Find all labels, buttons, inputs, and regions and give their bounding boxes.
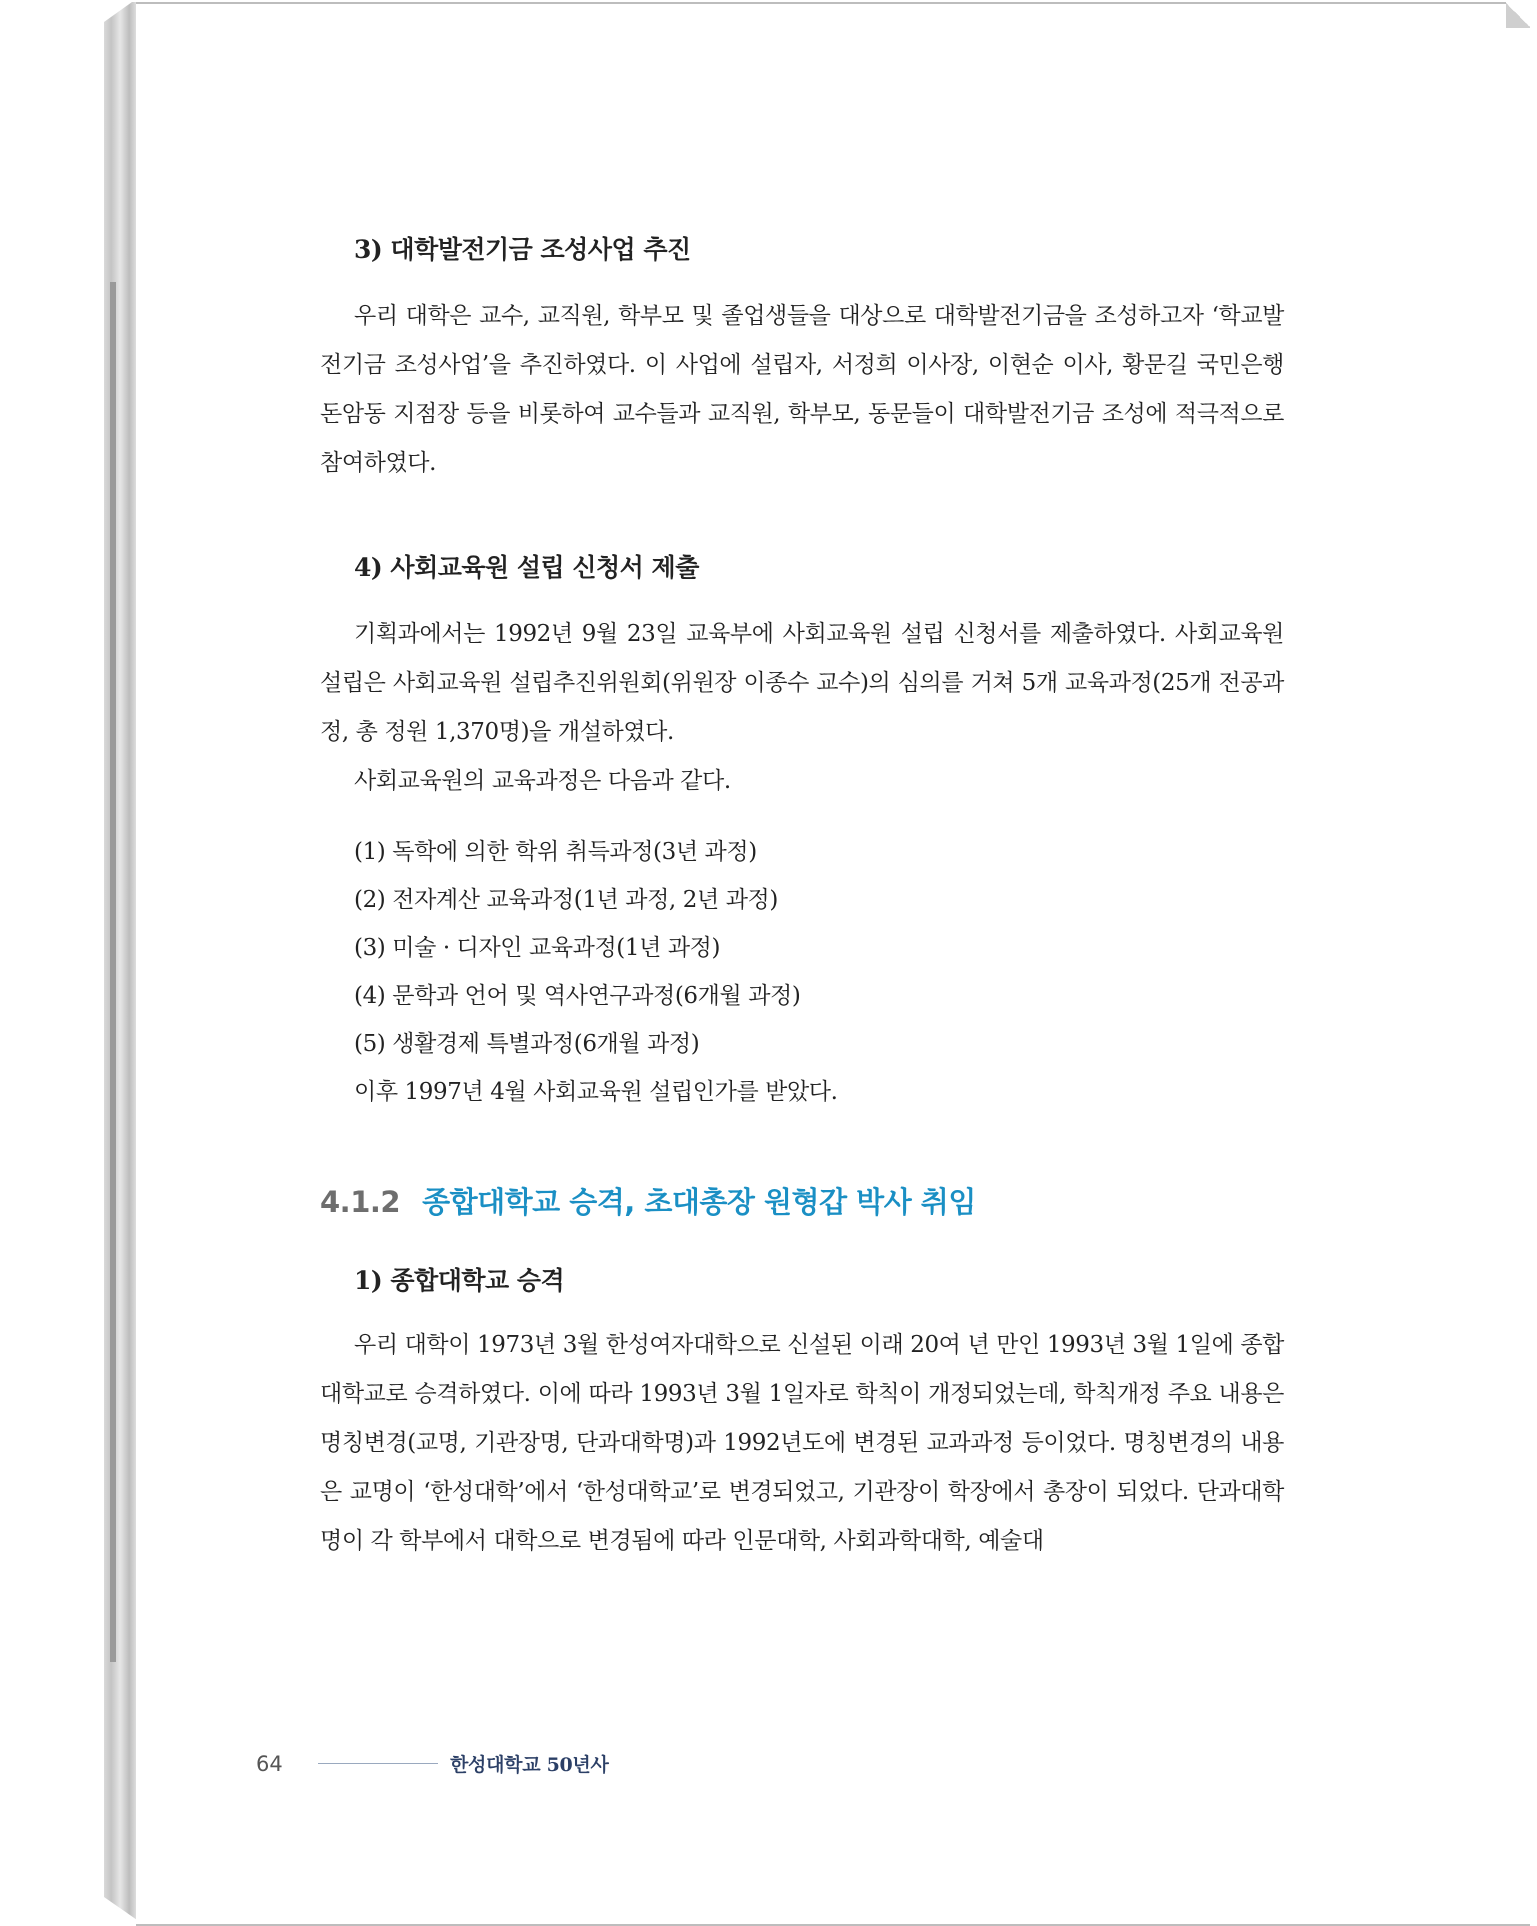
page-content [320,230,1284,1566]
list-item: (5) 생활경제 특별과정(6개월 과정) [354,1031,700,1057]
section-title: 종합대학교 승격, 초대총장 원형갑 박사 취임 [422,1185,976,1219]
subsection-heading-4: 4) 사회교육원 설립 신청서 제출 [354,553,699,582]
subsection-3-paragraph [320,292,1284,488]
section-heading-4-1-2 [320,1180,1284,1221]
subsection-heading-3: 3) 대학발전기금 조성사업 추진 [354,235,691,264]
book-spine-edge [104,2,140,1922]
page-number: 64 [256,1751,283,1776]
list-item: (1) 독학에 의한 학위 취득과정(3년 과정) [354,839,757,865]
course-list [320,828,1284,1116]
subsection-1-paragraph [320,1321,1284,1566]
subsection-4-paragraph [320,610,1284,757]
footer-book-title: 한성대학교 50년사 [450,1754,609,1776]
section-number: 4.1.2 [320,1185,401,1219]
list-item: (4) 문학과 언어 및 역사연구과정(6개월 과정) [354,983,801,1009]
subsection-4-text: 기획과에서는 1992년 9월 23일 교육부에 사회교육원 설립 신청서를 제출하였다. 사회교육원 설립은 사회교육원 설립추진위원회(위원장 이종수 교수)의 심의를 거쳐 5개 교육과정(25개 전공과정, 총 정원 1,370명)을 개설하였다. [320,621,1284,745]
footer-rule [318,1763,438,1764]
page-corner [1506,2,1530,28]
list-item: (3) 미술 · 디자인 교육과정(1년 과정) [354,935,721,961]
list-item: (2) 전자계산 교육과정(1년 과정, 2년 과정) [354,887,778,913]
subsection-1-text: 우리 대학이 1973년 3월 한성여자대학으로 신설된 이래 20여 년 만인 1993년 3월 1일에 종합대학교로 승격하였다. 이에 따라 1993년 3월 1일자로 학칙이 개정되었는데, 학칙개정 주요 내용은 명칭변경(교명, 기관장명, 단과대학명)과 1992년도에 변경된 교과과정 등이었다. 명칭변경의 내용은 교명이 ‘한성대학’에서 ‘한성대학교’로 변경되었고, 기관장이 학장에서 총장이 되었다. 단과대학명이 각 학부에서 대학으로 변경됨에 따라 인문대학, 사회과학대학, 예술대 [320,1332,1284,1554]
subsection-3-text: 우리 대학은 교수, 교직원, 학부모 및 졸업생들을 대상으로 대학발전기금을 조성하고자 ‘학교발전기금 조성사업’을 추진하였다. 이 사업에 설립자, 서정희 이사장, 이현순 이사, 황문길 국민은행 돈암동 지점장 등을 비롯하여 교수들과 교직원, 학부모, 동문들이 대학발전기금 조성에 적극적으로 참여하였다. [320,303,1284,476]
page-footer [256,1750,609,1777]
subsection-heading-1: 1) 종합대학교 승격 [354,1266,565,1295]
closing-line: 이후 1997년 4월 사회교육원 설립인가를 받았다. [354,1079,838,1105]
courses-intro: 사회교육원의 교육과정은 다음과 같다. [354,768,731,794]
